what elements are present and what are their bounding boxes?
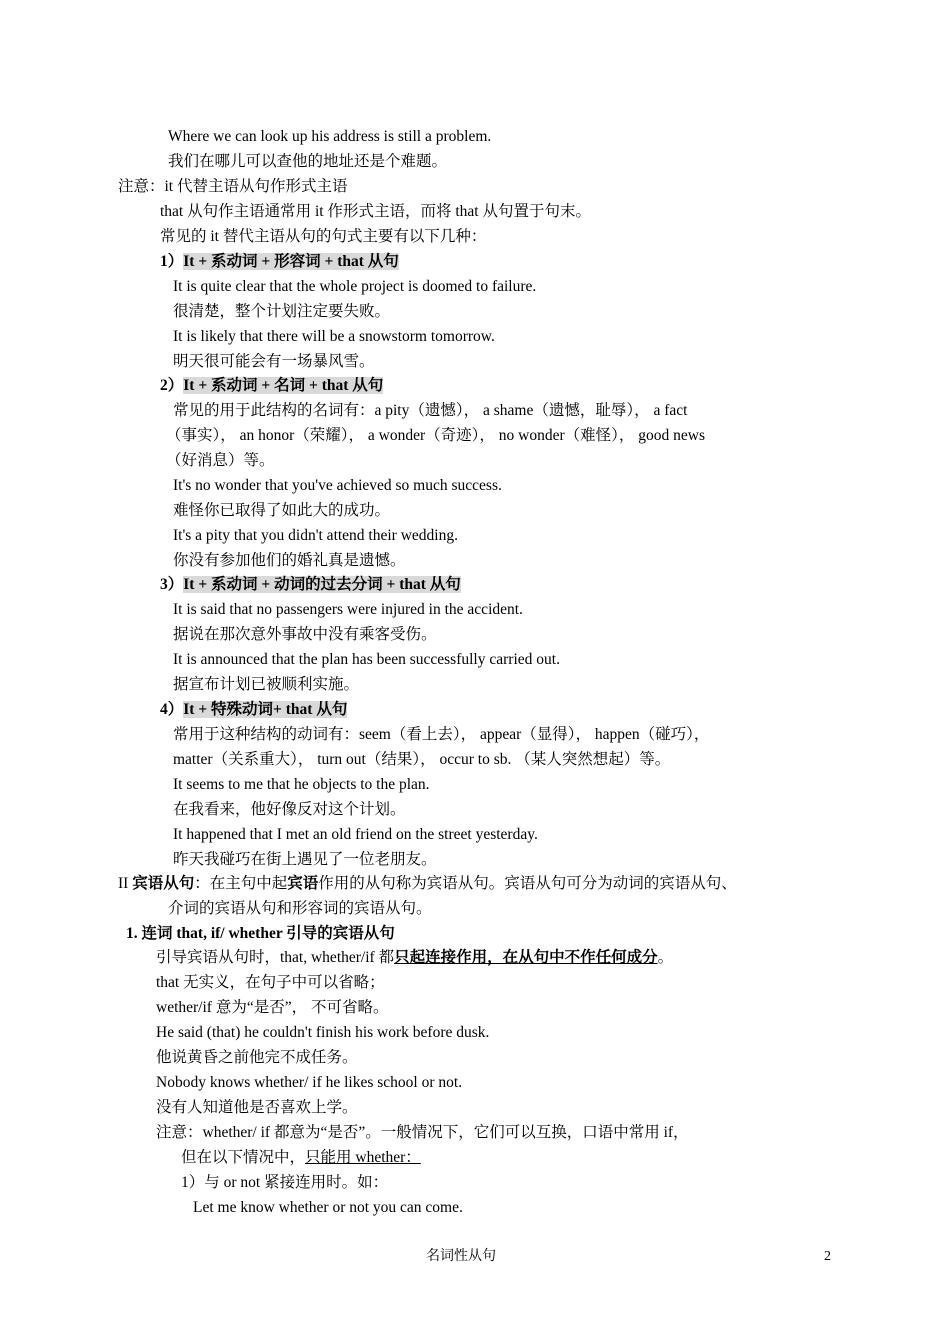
subsection-line [156,948,673,968]
example-sentence-en: Nobody knows whether/ if he likes school or not. [156,1074,463,1091]
pattern-3-heading [160,575,461,595]
example-sentence-en: It's no wonder that you've achieved so much success. [173,477,502,494]
footer-title: 名词性从句 [426,1249,496,1264]
pattern-number: 4） [160,701,184,718]
note-line: 常见的 it 替代主语从句的句式主要有以下几种： [160,228,487,245]
note-line [181,1148,421,1168]
page-number: 2 [824,1249,831,1264]
pattern-title: It + 特殊动词+ that 从句 [183,701,348,718]
note-title: 注意：it 代替主语从句作形式主语 [118,178,348,195]
section-2-heading [118,874,737,894]
section-text: ：在主句中起 [194,875,288,892]
example-sentence-zh: 他说黄昏之前他完不成任务。 [156,1049,358,1066]
pattern-description: （好消息）等。 [166,452,275,469]
example-sentence-zh: 在我看来，他好像反对这个计划。 [173,801,406,818]
example-sentence-en: It happened that I met an old friend on the street yesterday. [173,826,538,843]
text-run: 。 [657,949,674,966]
example-sentence-en: It seems to me that he objects to the plan. [173,776,430,793]
text-run: 引导宾语从句时，that, whether/if 都 [156,949,395,966]
underlined-text: 只能用 whether： [305,1149,421,1166]
example-sentence-en: It is announced that the plan has been successfully carried out. [173,651,560,668]
example-sentence-zh: 很清楚，整个计划注定要失败。 [173,303,391,320]
example-sentence-zh: 没有人知道他是否喜欢上学。 [156,1099,358,1116]
subsection-line: that 无实义，在句子中可以省略； [156,974,385,991]
example-sentence-en: It is said that no passengers were injured in the accident. [173,601,523,618]
pattern-title: It + 系动词 + 动词的过去分词 + that 从句 [183,576,461,593]
example-sentence-zh: 据宣布计划已被顺利实施。 [173,676,360,693]
pattern-description: 常用于这种结构的动词有：seem（看上去）， appear（显得）， happen（碰巧）， [173,726,710,743]
example-sentence-zh: 你没有参加他们的婚礼真是遗憾。 [173,552,406,569]
example-sentence-zh: 难怪你已取得了如此大的成功。 [173,502,391,519]
emphasized-text: 只起连接作用，在从句中不作任何成分 [394,949,658,966]
section-term: 宾语 [287,875,319,892]
example-sentence-zh: 明天很可能会有一场暴风雪。 [173,353,375,370]
subsection-line: wether/if 意为“是否”， 不可省略。 [156,999,389,1016]
pattern-title: It + 系动词 + 形容词 + that 从句 [183,253,399,270]
section-2-line: 介词的宾语从句和形容词的宾语从句。 [168,900,432,917]
pattern-2-heading [160,376,383,396]
pattern-description: （事实）， an honor（荣耀）， a wonder（奇迹）， no wonder（难怪）， good news [166,427,705,444]
note-line: that 从句作主语通常用 it 作形式主语，而将 that 从句置于句末。 [160,203,591,220]
note-line: 注意：whether/ if 都意为“是否”。一般情况下，它们可以互换，口语中常用 if， [156,1124,689,1141]
rule-line: 1）与 or not 紧接连用时。如： [181,1174,389,1191]
example-sentence-zh: 昨天我碰巧在街上遇见了一位老朋友。 [173,851,437,868]
pattern-description: matter（关系重大）， turn out（结果）， occur to sb. （某人突然想起）等。 [173,751,671,768]
text-run: 但在以下情况中， [181,1149,306,1166]
section-prefix: II [118,875,133,892]
example-sentence-en: It is quite clear that the whole project is doomed to failure. [173,278,537,295]
pattern-1-heading [160,252,399,272]
example-sentence-en: He said (that) he couldn't finish his work before dusk. [156,1024,490,1041]
subsection-1-heading: 1. 连词 that, if/ whether 引导的宾语从句 [126,925,395,942]
example-sentence-zh: 我们在哪儿可以查他的地址还是个难题。 [168,153,448,170]
example-sentence-en: Where we can look up his address is still a problem. [168,128,492,145]
pattern-number: 3） [160,576,184,593]
example-sentence-en: Let me know whether or not you can come. [193,1199,463,1216]
pattern-number: 2） [160,377,184,394]
example-sentence-en: It is likely that there will be a snowstorm tomorrow. [173,328,495,345]
pattern-description: 常见的用于此结构的名词有：a pity（遗憾）， a shame（遗憾，耻辱）， a fact [173,402,688,419]
pattern-4-heading [160,700,347,720]
pattern-number: 1） [160,253,184,270]
section-text: 作用的从句称为宾语从句。宾语从句可分为动词的宾语从句、 [318,875,737,892]
example-sentence-zh: 据说在那次意外事故中没有乘客受伤。 [173,626,437,643]
section-term: 宾语从句 [132,875,195,892]
pattern-title: It + 系动词 + 名词 + that 从句 [183,377,384,394]
example-sentence-en: It's a pity that you didn't attend their wedding. [173,527,458,544]
